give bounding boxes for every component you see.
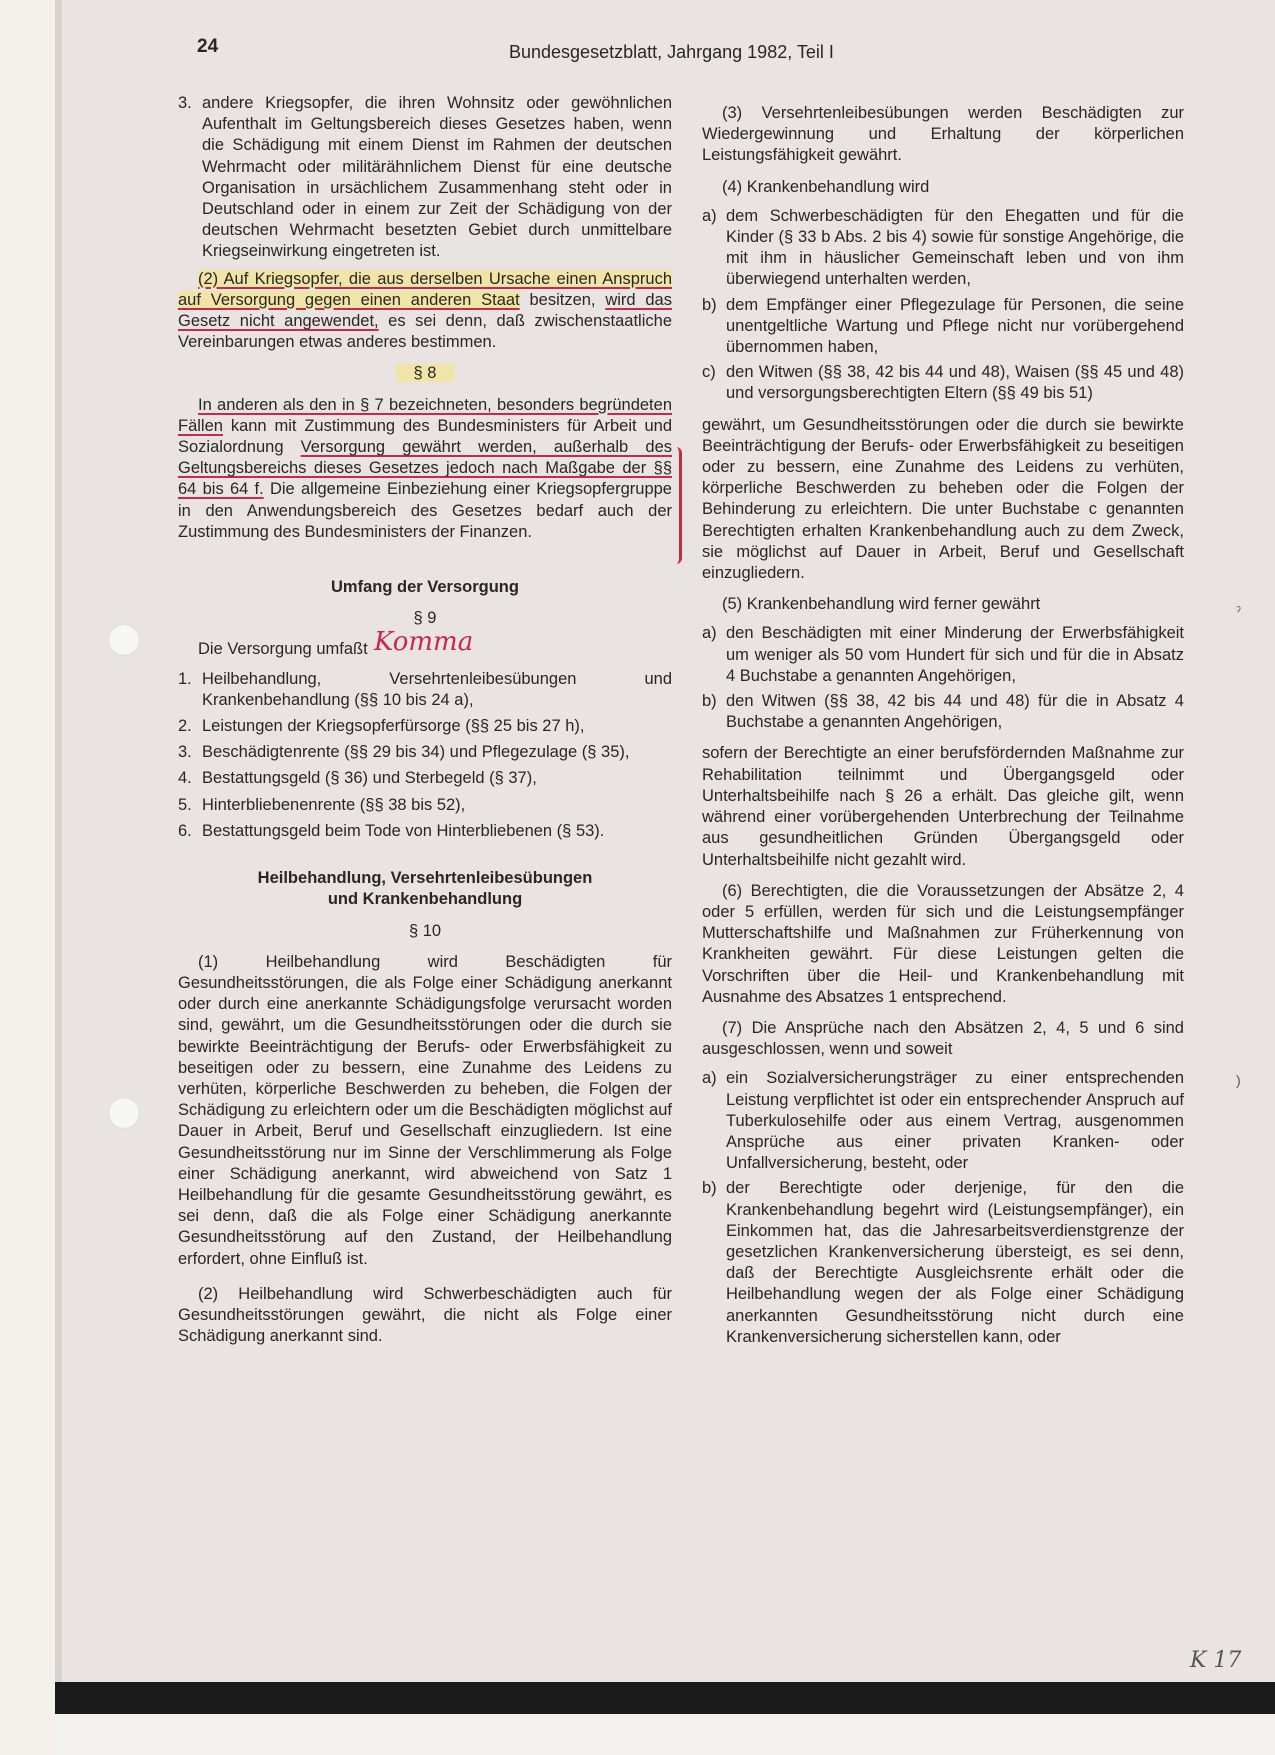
text-span: besitzen, xyxy=(519,290,606,309)
item-letter: b) xyxy=(702,692,717,711)
list-item xyxy=(178,669,672,711)
punch-hole-top xyxy=(108,624,140,656)
section-heading-text: § 8 xyxy=(396,364,455,382)
highlighted-text: (2) Auf Kriegsopfer, die aus derselben Ursache einen Anspruch auf Versorgung gegen einen anderen Staat xyxy=(178,269,672,309)
scan-bottom-band xyxy=(55,1682,1275,1714)
item-text: Beschädigtenrente (§§ 29 bis 34) und Pflegezulage (§ 35), xyxy=(202,743,630,762)
item-letter: c) xyxy=(702,363,716,382)
underlined-text: wird das Gesetz nicht angewendet, xyxy=(178,290,672,331)
text-span: Die allgemeine Einbeziehung einer Kriegsopfergruppe in den Anwendungsbereich des Gesetzes bedarf auch der Zustimmung des Bundesministers der Finanzen. xyxy=(178,480,672,541)
scan-bottom-margin xyxy=(55,1714,1275,1755)
underlined-text: Versorgung gewährt werden, außerhalb des Geltungsbereichs dieses Gesetzes jedoch nach Maßgabe der §§ 64 bis 64 f. xyxy=(178,438,672,499)
list-item xyxy=(702,295,1184,359)
letter-list xyxy=(702,206,1184,405)
item-text: Heilbehandlung, Versehrtenleibesübungen und Krankenbehandlung (§§ 10 bis 24 a), xyxy=(202,669,672,709)
handwritten-annotation: Komma xyxy=(374,627,474,657)
item-text: Hinterbliebenenrente (§§ 38 bis 52), xyxy=(202,795,466,814)
left-column xyxy=(178,93,672,1347)
paragraph-10-1: (1) Heilbehandlung wird Beschädigten für Gesundheitsstörungen, die als Folge einer Schädigung anerkannt oder durch eine anerkannte Schädigungsfolge verursacht worden sind, gewährt, um die Gesundheitsstörungen oder die durch sie bewirkte Beeinträchtigung der Berufs- oder Erwerbsfähigkeit zu beseitigen oder zu bessern, eine Zunahme des Leidens zu verhüten, körperliche Beschwerden zu beheben, die Folgen der Schädigung zu erleichtern oder um die Beschädigten möglichst auf Dauer in Arbeit, Beruf und Gesellschaft einzugliedern. Ist eine Gesundheitsstörung nur im Sinne der Verschlimmerung als Folge einer Schädigung anerkannt, wird abweichend von Satz 1 Heilbehandlung für die gesamte Gesundheitsstörung gewährt, es sei denn, daß die als Folge einer Schädigung anerkannte Gesundheitsstörung auf den Zustand, der Heilbehandlung erfordert, ohne Einfluß ist. xyxy=(178,952,672,1268)
item-letter: b) xyxy=(702,1179,717,1198)
item-text: den Witwen (§§ 38, 42 bis 44 und 48) für die in Absatz 4 Buchstabe a genannten Angehörigen, xyxy=(726,692,1184,732)
list-item xyxy=(178,795,672,816)
list-item xyxy=(178,768,672,789)
section-title: und Krankenbehandlung xyxy=(327,890,523,909)
paragraph-10-3: (3) Versehrtenleibesübungen werden Beschädigten zur Wiedergewinnung und Erhaltung der körperlichen Leistungsfähigkeit gewährt. xyxy=(702,104,1184,165)
item-number: 3. xyxy=(178,94,192,112)
item-number: 6. xyxy=(178,821,192,840)
item-number: 1. xyxy=(178,669,192,688)
margin-mark: ) xyxy=(1236,1072,1241,1088)
letter-list xyxy=(702,1068,1184,1348)
item-text: Bestattungsgeld beim Tode von Hinterbliebenen (§ 53). xyxy=(202,821,605,840)
running-title: Bundesgesetzblatt, Jahrgang 1982, Teil I xyxy=(509,42,834,62)
section-heading: § 10 xyxy=(408,921,442,940)
list-item xyxy=(178,716,672,737)
list-item xyxy=(178,93,672,263)
item-text: den Beschädigten mit einer Minderung der Erwerbsfähigkeit um weniger als 50 vom Hundert für sich und für die in Absatz 4 Buchstabe a genannten Angehörigen, xyxy=(726,624,1184,685)
item-text: Leistungen der Kriegsopferfürsorge (§§ 25 bis 27 h), xyxy=(202,717,585,736)
list-item xyxy=(702,362,1184,404)
paragraph: Die Versorgung umfaßt xyxy=(198,640,368,659)
item-letter: b) xyxy=(702,295,717,314)
item-letter: a) xyxy=(702,1069,717,1088)
paragraph: sofern der Berechtigte an einer berufsfördernden Maßnahme zur Rehabilitation teilnimmt und Übergangsgeld oder Unterhaltsbeihilfe nach § 26 a erhält. Das gleiche gilt, wenn während einer vorübergehenden Unterbrechung der Teilnahme aus gesundheitlichen Gründen Übergangsgeld oder Unterhaltsbeihilfe nicht gezahlt wird. xyxy=(702,744,1184,869)
item-text: der Berechtigte oder derjenige, für den die Krankenbehandlung begehrt wird (Leistungsempfänger), ein Einkommen hat, das die Jahresarbeitsverdienstgrenze der gesetzlichen Krankenversicherung übersteigt, es sei denn, daß der Berechtigte Ausgleichsrente erhält oder die Heilbehandlung wegen der als Folge einer Schädigung anerkannten Gesundheitsstörung nicht durch eine Krankenversicherung sicherstellen kann, oder xyxy=(726,1179,1184,1346)
list-item xyxy=(178,742,672,763)
paragraph-8 xyxy=(178,395,672,543)
letter-list xyxy=(702,623,1184,733)
margin-mark: ˀ xyxy=(1236,603,1241,619)
item-text: ein Sozialversicherungsträger zu einer entsprechenden Leistung verpflichtet ist oder ein entsprechender Anspruch auf Tuberkulosehilfe oder aus einem Vertrag, ausgenommen Ansprüche aus einer privaten Kranken- oder Unfallversicherung, besteht, oder xyxy=(726,1069,1184,1173)
list-item xyxy=(702,1178,1184,1348)
section-heading xyxy=(178,363,672,384)
paragraph: (5) Krankenbehandlung wird ferner gewährt xyxy=(722,595,1041,614)
paragraph: (4) Krankenbehandlung wird xyxy=(722,177,930,196)
item-text: andere Kriegsopfer, die ihren Wohnsitz oder gewöhnlichen Aufenthalt im Geltungsbereich dieses Gesetzes haben, wenn die Schädigung mit einem Dienst im Rahmen der deutschen Wehrmacht oder militärähnlichem Dienst für eine deutsche Organisation in ursächlichem Zusammenhang steht oder in Deutschland oder in einem zur Zeit der Schädigung von der deutschen Wehrmacht besetzten Gebiet durch unmittelbare Kriegseinwirkung eingetreten ist. xyxy=(202,94,672,261)
item-text: dem Schwerbeschädigten für den Ehegatten und für die Kinder (§ 33 b Abs. 2 bis 4) sowie für sonstige Angehörige, die mit ihm in häuslicher Gemeinschaft leben und von ihm überwiegend unterhalten werden, xyxy=(726,206,1184,289)
handwritten-page-mark: K 17 xyxy=(1190,1648,1242,1673)
punch-hole-bottom xyxy=(108,1097,140,1129)
item-text: Bestattungsgeld (§ 36) und Sterbegeld (§ 37), xyxy=(202,769,537,788)
underlined-text: In anderen als den in § 7 bezeichneten, besonders begründeten Fällen xyxy=(178,395,672,435)
page-left-edge xyxy=(55,0,62,1755)
page-number: 24 xyxy=(197,36,219,57)
list-item xyxy=(702,691,1184,733)
item-letter: a) xyxy=(702,624,717,643)
item-number: 2. xyxy=(178,717,192,736)
text-span: es sei denn, daß zwischenstaatliche Vereinbarungen etwas anderes bestimmen. xyxy=(178,312,672,352)
margin-bracket-mark xyxy=(673,447,682,564)
paragraph-10-6: (6) Berechtigten, die die Voraussetzungen der Absätze 2, 4 oder 5 erfüllen, werden für sich und die Leistungsempfänger Mutterschaftshilfe und Maßnahmen zur Früherkennung von Krankheiten gewährt. Für diese Leistungen gelten die Vorschriften über die Heil- und Krankenbehandlung mit Ausnahme des Absatzes 1 entsprechend. xyxy=(702,881,1184,1006)
item-number: 4. xyxy=(178,769,192,788)
list-item xyxy=(702,623,1184,687)
list-item xyxy=(178,821,672,842)
right-column xyxy=(702,103,1184,1348)
item-text: dem Empfänger einer Pflegezulage für Personen, die seine unentgeltliche Wartung und Pflege nicht nur vorübergehend übernommen haben, xyxy=(726,295,1184,357)
item-number: 5. xyxy=(178,795,192,814)
paragraph-10-7: (7) Die Ansprüche nach den Absätzen 2, 4, 5 und 6 sind ausgeschlossen, wenn und soweit xyxy=(702,1018,1184,1059)
item-text: den Witwen (§§ 38, 42 bis 44 und 48), Waisen (§§ 45 und 48) und versorgungsberechtigten Eltern (§§ 49 bis 51) xyxy=(726,363,1184,403)
section-heading: § 9 xyxy=(413,609,437,628)
item-number: 3. xyxy=(178,743,192,762)
paragraph-7-2 xyxy=(178,269,672,354)
list-item xyxy=(702,1068,1184,1174)
paragraph: gewährt, um Gesundheitsstörungen oder die durch sie bewirkte Beeinträchtigung der Berufs- oder Erwerbsfähigkeit zu beseitigen oder zu bessern, eine Zunahme des Leidens zu verhüten, körperliche Beschwerden zu beheben oder die Folgen der Behinderung zu erleichtern. Die unter Buchstabe c genannten Berechtigten erhalten Krankenbehandlung auch zu dem Zweck, sie möglichst auf Dauer in Arbeit, Beruf und Gesellschaft einzugliedern. xyxy=(702,415,1184,583)
item-letter: a) xyxy=(702,206,717,225)
text-span: kann mit Zustimmung des Bundesministers für Arbeit und Sozialordnung xyxy=(178,416,672,457)
section-title: Umfang der Versorgung xyxy=(331,578,519,597)
list-item xyxy=(702,206,1184,291)
section-title: Heilbehandlung, Versehrtenleibesübungen xyxy=(257,869,593,888)
numbered-list xyxy=(178,669,672,842)
paragraph-10-2: (2) Heilbehandlung wird Schwerbeschädigten auch für Gesundheitsstörungen gewährt, die nicht als Folge einer Schädigung anerkannt sind. xyxy=(178,1284,672,1346)
